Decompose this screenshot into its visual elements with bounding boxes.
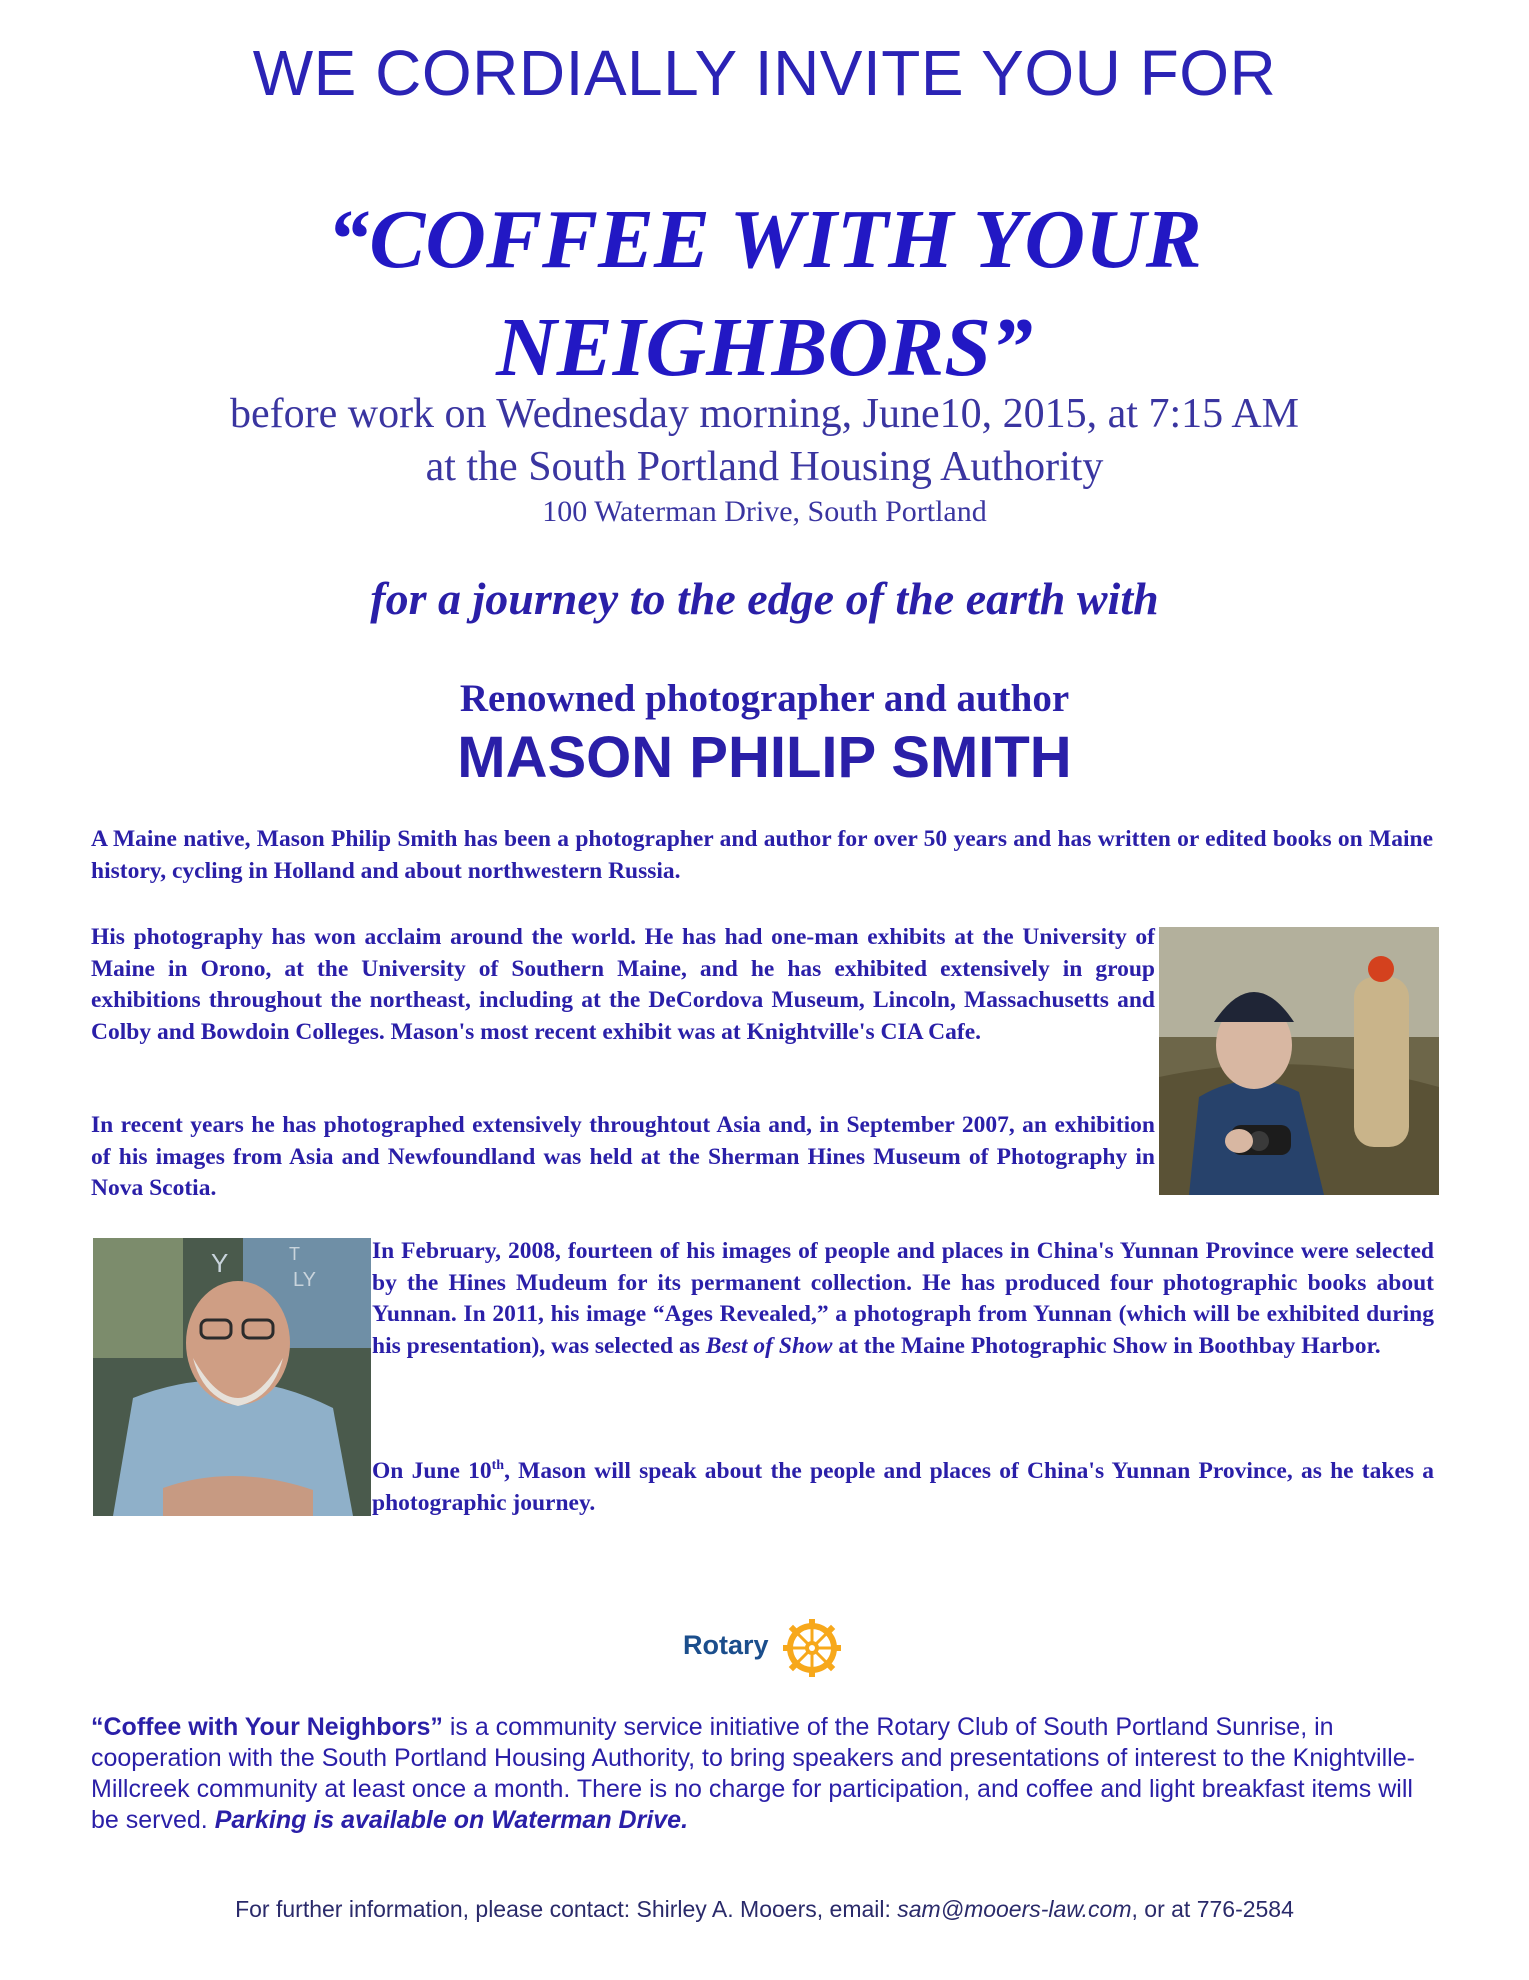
contact-phone: , or at 776-2584: [1131, 1896, 1294, 1922]
bio-paragraph-4: [372, 1236, 1434, 1362]
talk-announcement-date: On June 10: [372, 1458, 492, 1484]
parking-note: Parking is available on Waterman Drive.: [214, 1806, 689, 1834]
rotary-logo: [680, 1616, 850, 1676]
contact-email[interactable]: sam@mooers-law.com: [897, 1896, 1132, 1922]
speaker-photo-portrait-drawing: [93, 1238, 371, 1516]
photo-sign-letter-left: Y: [211, 1248, 229, 1278]
speaker-photo-outdoors: [1159, 927, 1439, 1195]
event-title: [0, 186, 1529, 402]
event-date-time: before work on Wednesday morning, June10, 2015, at 7:15 AM: [229, 391, 1299, 437]
event-title-line-2: NEIGHBORS”: [496, 301, 1033, 394]
rotary-wordmark: Rotary: [683, 1630, 769, 1660]
bio-paragraph-3: In recent years he has photographed extensively throughtout Asia and, in September 2007, an exhibition of his images from Asia and Newfoundland was held at the Sherman Hines Museum of Photography in Nova Scotia.: [91, 1112, 1155, 1201]
event-address: 100 Waterman Drive, South Portland: [542, 495, 987, 528]
journey-tagline: for a journey to the edge of the earth with: [370, 573, 1159, 624]
talk-announcement: [372, 1456, 1434, 1519]
award-name: Best of Show: [705, 1332, 833, 1359]
photo-sign-letter-right: LY: [293, 1269, 316, 1291]
event-title-line-1: “COFFEE WITH YOUR: [327, 193, 1202, 286]
date-ordinal-suffix: th: [491, 1458, 505, 1474]
initiative-text: is a community service initiative of the Rotary Club of South Portland Sunrise, in cooperation with the South Portland Housing Authority, to bring speakers and presentations of interest to the Knightville-Millcreek community at least once a month. There is no charge for participation, and coffee and light breakfast items will be served.: [91, 1713, 1415, 1834]
speaker-name: MASON PHILIP SMITH: [457, 725, 1072, 790]
photo-sign-letter-top: T: [289, 1244, 300, 1264]
contact-line: [0, 1896, 1529, 1923]
bio-paragraph-4-text-end: at the Maine Photographic Show in Boothbay Harbor.: [832, 1332, 1381, 1359]
bio-paragraph-1: A Maine native, Mason Philip Smith has been a photographer and author for over 50 years and has written or edited books on Maine history, cycling in Holland and about northwestern Russia.: [91, 826, 1433, 884]
contact-text: For further information, please contact: Shirley A. Mooers, email:: [235, 1896, 898, 1922]
speaker-role: Renowned photographer and author: [459, 677, 1070, 720]
invite-heading: WE CORDIALLY INVITE YOU FOR: [252, 37, 1277, 109]
event-venue: at the South Portland Housing Authority: [425, 444, 1104, 490]
speaker-photo-portrait: [93, 1238, 371, 1516]
bio-paragraph-4-text: In February, 2008, fourteen of his images of people and places in China's Yunnan Province were selected by the Hines Mudeum for its permanent collection. He has produced four photographic books about Yunnan. In 2011, his image “Ages Revealed,” a photograph from Yunnan (which will be exhibited during his presentation), was selected as: [372, 1238, 1434, 1359]
talk-announcement-text: , Mason will speak about the people and places of China's Yunnan Province, as he takes a photographic journey.: [372, 1458, 1434, 1516]
initiative-name: “Coffee with Your Neighbors”: [91, 1713, 443, 1741]
rotary-wheel-icon: [783, 1619, 841, 1677]
initiative-description: [91, 1712, 1441, 1836]
speaker-photo-outdoors-drawing: [1159, 927, 1439, 1195]
bio-paragraph-2: His photography has won acclaim around the world. He has had one-man exhibits at the University of Maine in Orono, at the University of Southern Maine, and he has exhibited extensively in group exhibitions throughout the northeast, including at the DeCordova Museum, Lincoln, Massachusetts and Colby and Bowdoin Colleges. Mason's most recent exhibit was at Knightville's CIA Cafe.: [91, 924, 1155, 1045]
